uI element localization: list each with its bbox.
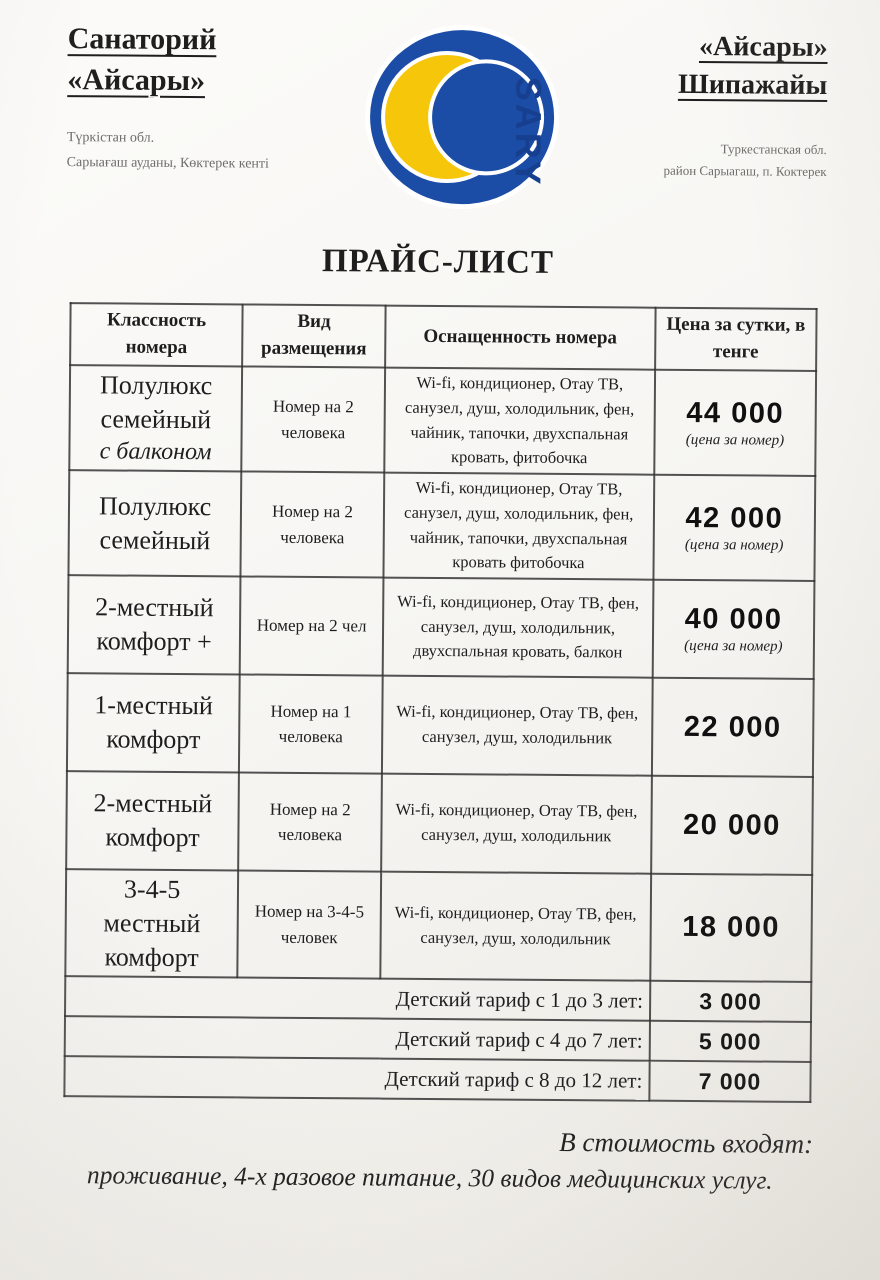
price-value: 3 000: [699, 987, 762, 1015]
price-note: (цена за номер): [685, 431, 785, 449]
child-tariff-price-cell: [650, 981, 811, 1022]
address-kz-line1: Түркістан обл.: [66, 130, 155, 146]
room-class: Полулюкс семейный: [99, 370, 213, 435]
table-row: [69, 365, 816, 476]
room-class-cell: [68, 470, 241, 576]
room-class-cell: [67, 673, 240, 772]
page-title: ПРАЙС-ЛИСТ: [321, 243, 555, 281]
amenities-cell: Wi-fi, кондиционер, Отау ТВ, фен, санузел, душ, холодильник: [382, 676, 653, 776]
price-cell: [654, 370, 816, 476]
amenities-cell: Wi-fi, кондиционер, Отау ТВ, фен, санузел, душ, холодильник: [380, 872, 651, 982]
price-value: 44 000: [686, 396, 785, 430]
price-value: 40 000: [684, 602, 783, 636]
table-row: [68, 575, 815, 679]
price-value: 18 000: [682, 911, 781, 944]
sanatorium-name-kz: [592, 27, 828, 104]
sanatorium-name-ru: [67, 19, 333, 102]
sanatorium-name-kz-line1: «Айсары»: [698, 31, 828, 64]
room-class-cell: [65, 869, 238, 978]
address-ru: [592, 137, 827, 184]
sanatorium-name-ru-line1: Санаторий: [67, 22, 217, 57]
room-class: Полулюкс семейный: [98, 491, 212, 555]
amenities-cell: Wi-fi, кондиционер, Отау ТВ, санузел, душ, холодильник, фен, чайник, тапочки, двухспальная кровать фитобочка: [383, 473, 654, 580]
price-value: 22 000: [683, 710, 782, 744]
col-header-placement: Вид размещения: [242, 304, 385, 367]
room-class-cell: [66, 771, 239, 870]
header-right-block: [592, 17, 828, 184]
child-tariff-row: [64, 1056, 810, 1102]
sanatorium-name-kz-line2: Шипажайы: [677, 68, 828, 101]
child-tariff-row: [65, 1016, 811, 1062]
room-class-cell: [69, 365, 242, 471]
price-cell: [652, 678, 814, 777]
placement-cell: Номер на 2 человека: [241, 471, 384, 577]
header-left-block: [67, 13, 333, 177]
room-class: 2-местный комфорт +: [95, 592, 214, 657]
document-header: [0, 0, 880, 213]
footer-included-details: проживание, 4-х разовое питание, 30 видов медицинских услуг.: [86, 1160, 773, 1196]
room-class-cell: [68, 575, 241, 674]
sary-moon-logo-icon: [363, 23, 560, 211]
address-ru-line1: Туркестанская обл.: [720, 140, 827, 157]
placement-cell: Номер на 3-4-5 человек: [238, 870, 381, 979]
child-tariff-label: Детский тариф с 1 до 3 лет:: [65, 976, 650, 1021]
amenities-cell: Wi-fi, кондиционер, Отау ТВ, санузел, душ, холодильник, фен, чайник, тапочки, двухспальная кровать, фитобочка: [384, 368, 655, 475]
price-cell: [650, 874, 812, 983]
room-class: 3-4-5 местный комфорт: [103, 874, 201, 972]
price-note: (цена за номер): [684, 536, 784, 554]
logo-container: [356, 15, 568, 211]
placement-cell: Номер на 2 человека: [238, 772, 381, 871]
table-row: [65, 869, 812, 982]
child-tariff-row: [65, 976, 811, 1022]
price-cell: [651, 776, 813, 875]
footer-included-heading: В стоимость входят:: [559, 1127, 814, 1160]
col-header-room-class: Классность номера: [70, 303, 243, 366]
price-cell: [653, 475, 815, 581]
price-table: [63, 302, 817, 1103]
address-kz-line2: Сарыағаш ауданы, Көктерек кенті: [66, 154, 270, 172]
amenities-cell: Wi-fi, кондиционер, Отау ТВ, фен, санузел, душ, холодильник: [381, 774, 652, 874]
price-value: 5 000: [698, 1027, 762, 1055]
price-cell: [653, 580, 815, 679]
placement-cell: Номер на 1 человека: [239, 674, 382, 773]
child-tariff-price-cell: [649, 1061, 810, 1102]
placement-cell: Номер на 2 человека: [242, 366, 385, 472]
amenities-cell: Wi-fi, кондиционер, Отау ТВ, фен, санузел, душ, холодильник, двухспальная кровать, балкон: [382, 578, 653, 678]
document-footer: [0, 1123, 871, 1197]
sanatorium-name-ru-line2: «Айсары»: [67, 62, 206, 97]
address-ru-line2: район Сарыагаш, п. Коктерек: [663, 163, 827, 180]
price-value: 7 000: [698, 1067, 762, 1095]
table-header-row: [70, 303, 816, 371]
child-tariff-label: Детский тариф с 4 до 7 лет:: [65, 1016, 650, 1061]
child-tariff-label: Детский тариф с 8 до 12 лет:: [64, 1056, 649, 1101]
price-note: (цена за номер): [684, 637, 783, 655]
table-row: [67, 673, 814, 777]
placement-cell: Номер на 2 чел: [240, 576, 383, 675]
room-class: 2-местный комфорт: [93, 788, 213, 853]
room-class: 1-местный комфорт: [94, 690, 213, 755]
child-tariff-price-cell: [650, 1021, 811, 1062]
room-class-note: с балконом: [99, 438, 212, 465]
col-header-amenities: Оснащенность номера: [385, 306, 656, 370]
price-value: 42 000: [685, 501, 784, 535]
table-row: [66, 771, 813, 875]
logo-text: SARY: [507, 76, 550, 188]
price-value: 20 000: [682, 808, 781, 842]
col-header-price: Цена за сутки, в тенге: [655, 308, 817, 371]
table-row: [68, 470, 815, 581]
address-kz: [67, 126, 332, 177]
